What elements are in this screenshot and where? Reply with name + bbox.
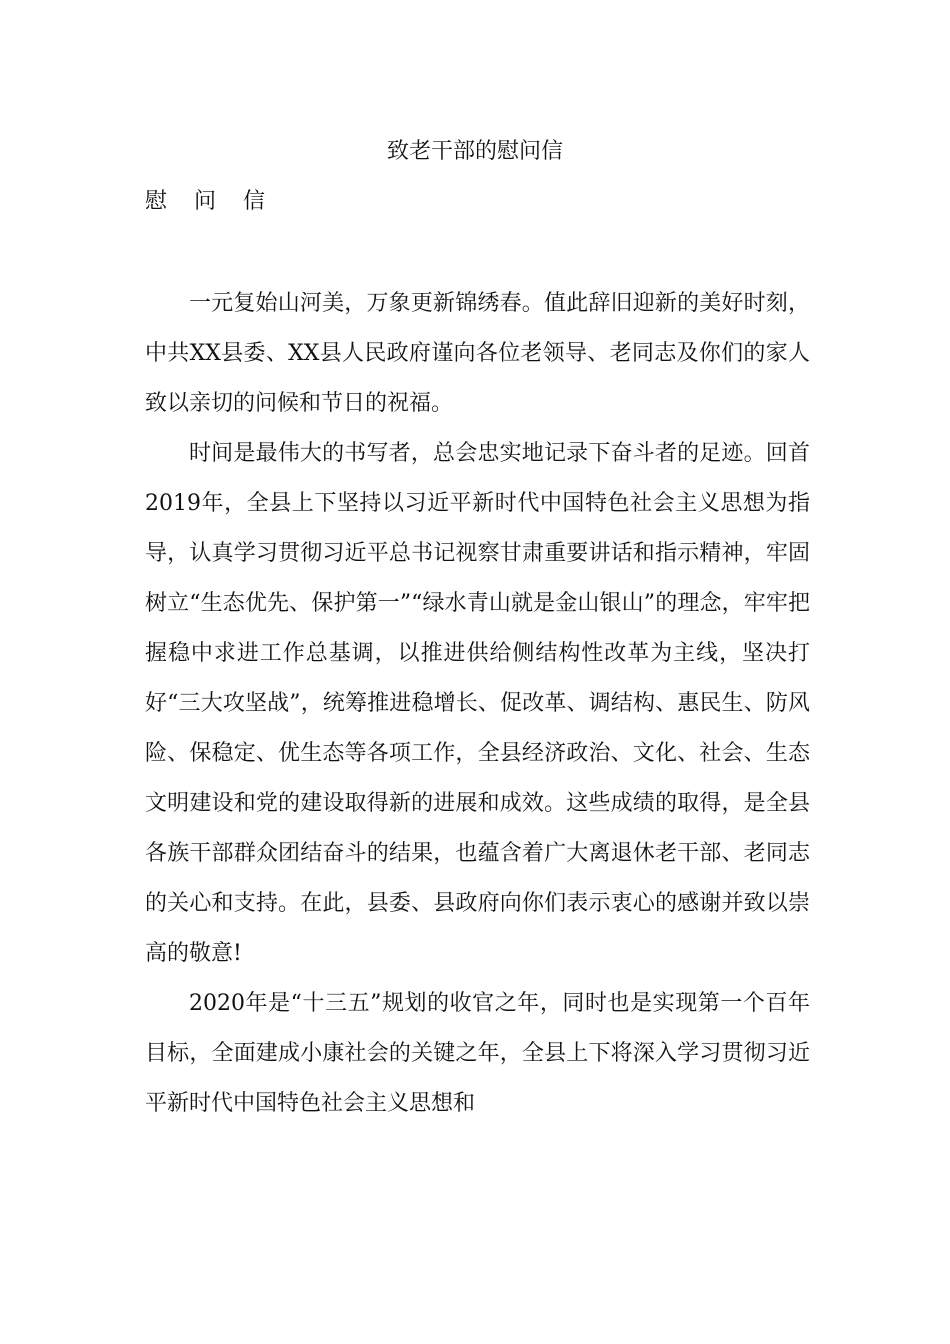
paragraph-review-2019: 时间是最伟大的书写者，总会忠实地记录下奋斗者的足迹。回首2019年，全县上下坚持以习近平新时代中国特色社会主义思想为指导，认真学习贯彻习近平总书记视察甘肃重要讲话和指示精神，牢固树立“生态优先、保护第一”“绿水青山就是金山银山”的理念，牢牢把握稳中求进工作总基调，以推进供给侧结构性改革为主线，坚决打好“三大攻坚战”，统筹推进稳增长、促改革、调结构、惠民生、防风险、保稳定、优生态等各项工作，全县经济政治、文化、社会、生态文明建设和党的建设取得新的进展和成效。这些成绩的取得，是全县各族干部群众团结奋斗的结果，也蕴含着广大离退休老干部、老同志的关心和支持。在此，县委、县政府向你们表示衷心的感谢并致以崇高的敬意! xyxy=(145,441,810,966)
letter-heading: 慰 问 信 xyxy=(145,189,275,214)
document-title: 致老干部的慰问信 xyxy=(386,139,563,164)
paragraph-outlook-2020: 2020年是“十三五”规划的收官之年，同时也是实现第一个百年目标，全面建成小康社会的关键之年，全县上下将深入学习贯彻习近平新时代中国特色社会主义思想和 xyxy=(145,991,810,1116)
paragraph-greeting: 一元复始山河美，万象更新锦绣春。值此辞旧迎新的美好时刻，中共XX县委、XX县人民政府谨向各位老领导、老同志及你们的家人致以亲切的问候和节日的祝福。 xyxy=(145,291,810,416)
letter-body xyxy=(145,279,810,1129)
